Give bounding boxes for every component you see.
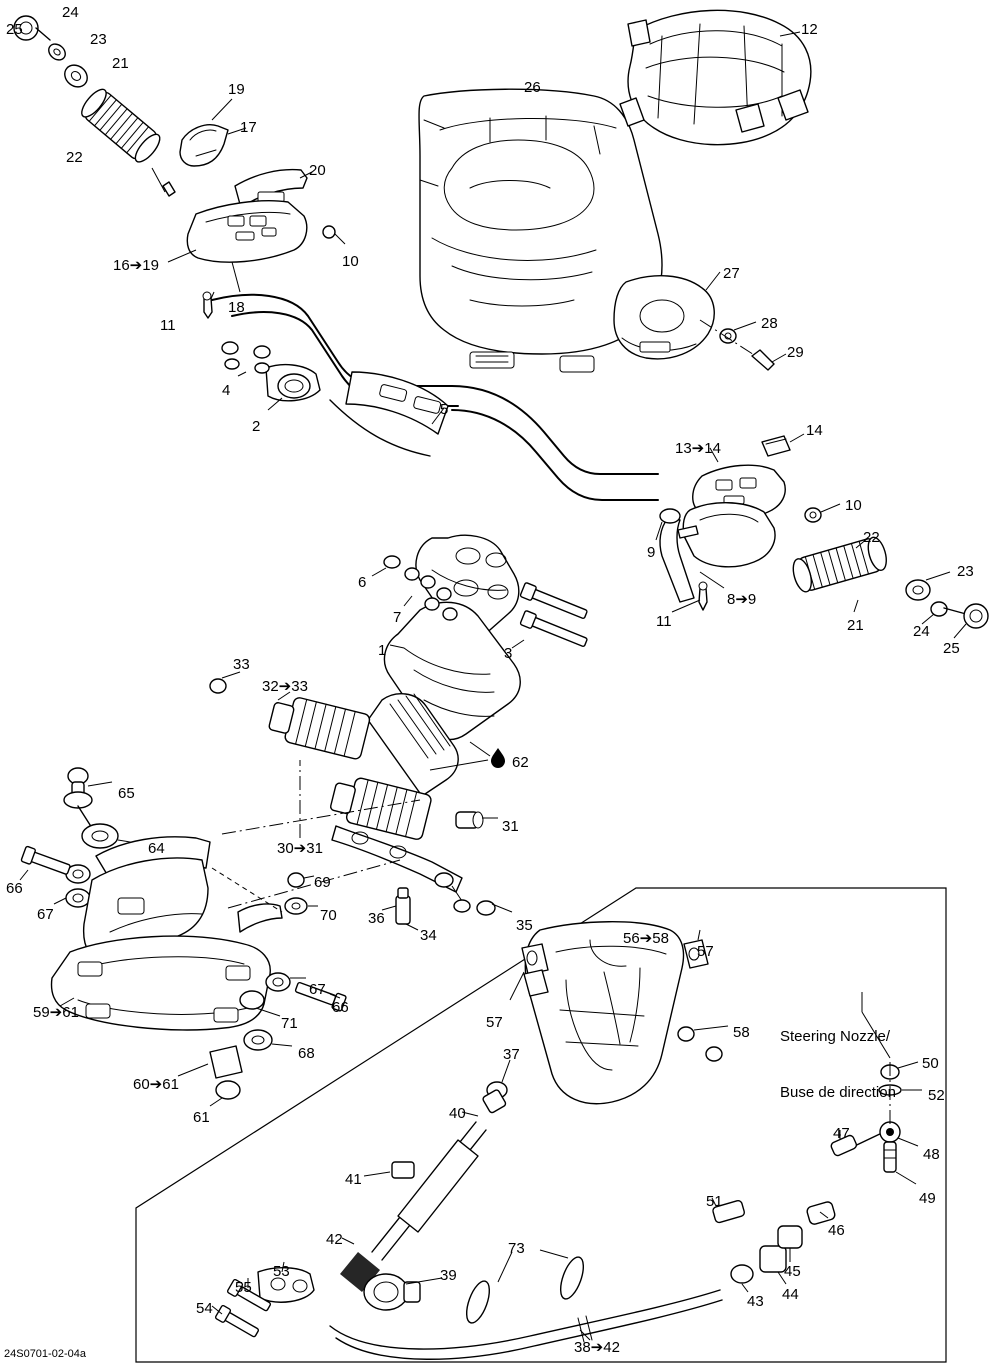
annotation-66-left: 66 (6, 880, 23, 897)
annotation-29: 29 (787, 344, 804, 361)
annotation-28: 28 (761, 315, 778, 332)
annotation-26: 26 (524, 79, 541, 96)
annotation-31: 31 (502, 818, 519, 835)
drawing-number: 24S0701-02-04a (4, 1348, 86, 1360)
annotation-21-right: 21 (847, 617, 864, 634)
annotation-16-19: 16➔19 (113, 257, 159, 274)
annotation-67-left: 67 (37, 906, 54, 923)
annotation-34: 34 (420, 927, 437, 944)
annotation-12: 12 (801, 21, 818, 38)
annotation-49: 49 (919, 1190, 936, 1207)
annotation-4: 4 (222, 382, 231, 399)
annotation-55: 55 (235, 1279, 252, 1296)
annotation-58: 58 (733, 1024, 750, 1041)
annotation-33: 33 (233, 656, 250, 673)
annotation-57-right: 57 (697, 943, 714, 960)
annotation-44: 44 (782, 1286, 799, 1303)
annotation-27: 27 (723, 265, 740, 282)
annotation-54: 54 (196, 1300, 213, 1317)
annotation-45: 45 (784, 1263, 801, 1280)
annotation-52: 52 (928, 1087, 945, 1104)
annotation-30-31: 30➔31 (277, 840, 323, 857)
annotation-18: 18 (228, 299, 245, 316)
annotation-11-left: 11 (160, 317, 176, 334)
caption-line-english: Steering Nozzle/ (780, 1027, 891, 1045)
annotation-2: 2 (252, 418, 261, 435)
annotation-39: 39 (440, 1267, 457, 1284)
annotation-71: 71 (281, 1015, 298, 1032)
annotation-11-right: 11 (656, 613, 672, 630)
annotation-24: 24 (62, 4, 79, 21)
annotation-20: 20 (309, 162, 326, 179)
annotation-8-9: 8➔9 (727, 591, 757, 608)
annotation-50: 50 (922, 1055, 939, 1072)
steering-nozzle-caption (780, 990, 896, 1140)
annotation-48: 48 (923, 1146, 940, 1163)
caption-line-french: Buse de direction (780, 1083, 896, 1101)
annotation-9: 9 (647, 544, 656, 561)
annotation-73: 73 (508, 1240, 525, 1257)
annotation-57-left: 57 (486, 1014, 503, 1031)
annotation-59-61: 59➔61 (33, 1004, 79, 1021)
annotation-35: 35 (516, 917, 533, 934)
annotation-23: 23 (90, 31, 107, 48)
annotation-10-left: 10 (342, 253, 359, 270)
annotation-3: 3 (504, 645, 513, 662)
annotation-67-right: 67 (309, 981, 326, 998)
annotation-7: 7 (393, 609, 402, 626)
annotation-65: 65 (118, 785, 135, 802)
annotation-43: 43 (747, 1293, 764, 1310)
annotation-37: 37 (503, 1046, 520, 1063)
annotation-6: 6 (358, 574, 367, 591)
annotation-19: 19 (228, 81, 245, 98)
annotation-32-33: 32➔33 (262, 678, 308, 695)
annotation-53: 53 (273, 1263, 290, 1280)
annotation-61: 61 (193, 1109, 210, 1126)
annotation-40: 40 (449, 1105, 466, 1122)
annotation-64: 64 (148, 840, 165, 857)
annotation-60-61: 60➔61 (133, 1076, 179, 1093)
annotation-62: 62 (512, 754, 529, 771)
annotation-13-14: 13➔14 (675, 440, 721, 457)
group-storage-bin (620, 10, 811, 144)
annotation-38-42: 38➔42 (574, 1339, 620, 1356)
annotation-42: 42 (326, 1231, 343, 1248)
annotation-56-58: 56➔58 (623, 930, 669, 947)
annotation-22-right: 22 (863, 529, 880, 546)
annotation-1: 1 (378, 642, 387, 659)
annotation-47: 47 (833, 1125, 850, 1142)
annotation-68: 68 (298, 1045, 315, 1062)
annotation-14: 14 (806, 422, 823, 439)
annotation-70: 70 (320, 907, 337, 924)
annotation-17: 17 (240, 119, 257, 136)
annotation-66-right: 66 (332, 999, 349, 1016)
annotation-25-right: 25 (943, 640, 960, 657)
annotation-25: 25 (6, 21, 23, 38)
annotation-5: 5 (440, 401, 449, 418)
annotation-46: 46 (828, 1222, 845, 1239)
annotation-22-left: 22 (66, 149, 83, 166)
annotation-24-right: 24 (913, 623, 930, 640)
annotation-23-right: 23 (957, 563, 974, 580)
annotation-21: 21 (112, 55, 129, 72)
group-steering-column (368, 535, 589, 796)
annotation-10-right: 10 (845, 497, 862, 514)
annotation-69: 69 (314, 874, 331, 891)
annotation-36: 36 (368, 910, 385, 927)
group-right-grip (656, 434, 988, 638)
annotation-41: 41 (345, 1171, 362, 1188)
annotation-51: 51 (706, 1193, 723, 1210)
